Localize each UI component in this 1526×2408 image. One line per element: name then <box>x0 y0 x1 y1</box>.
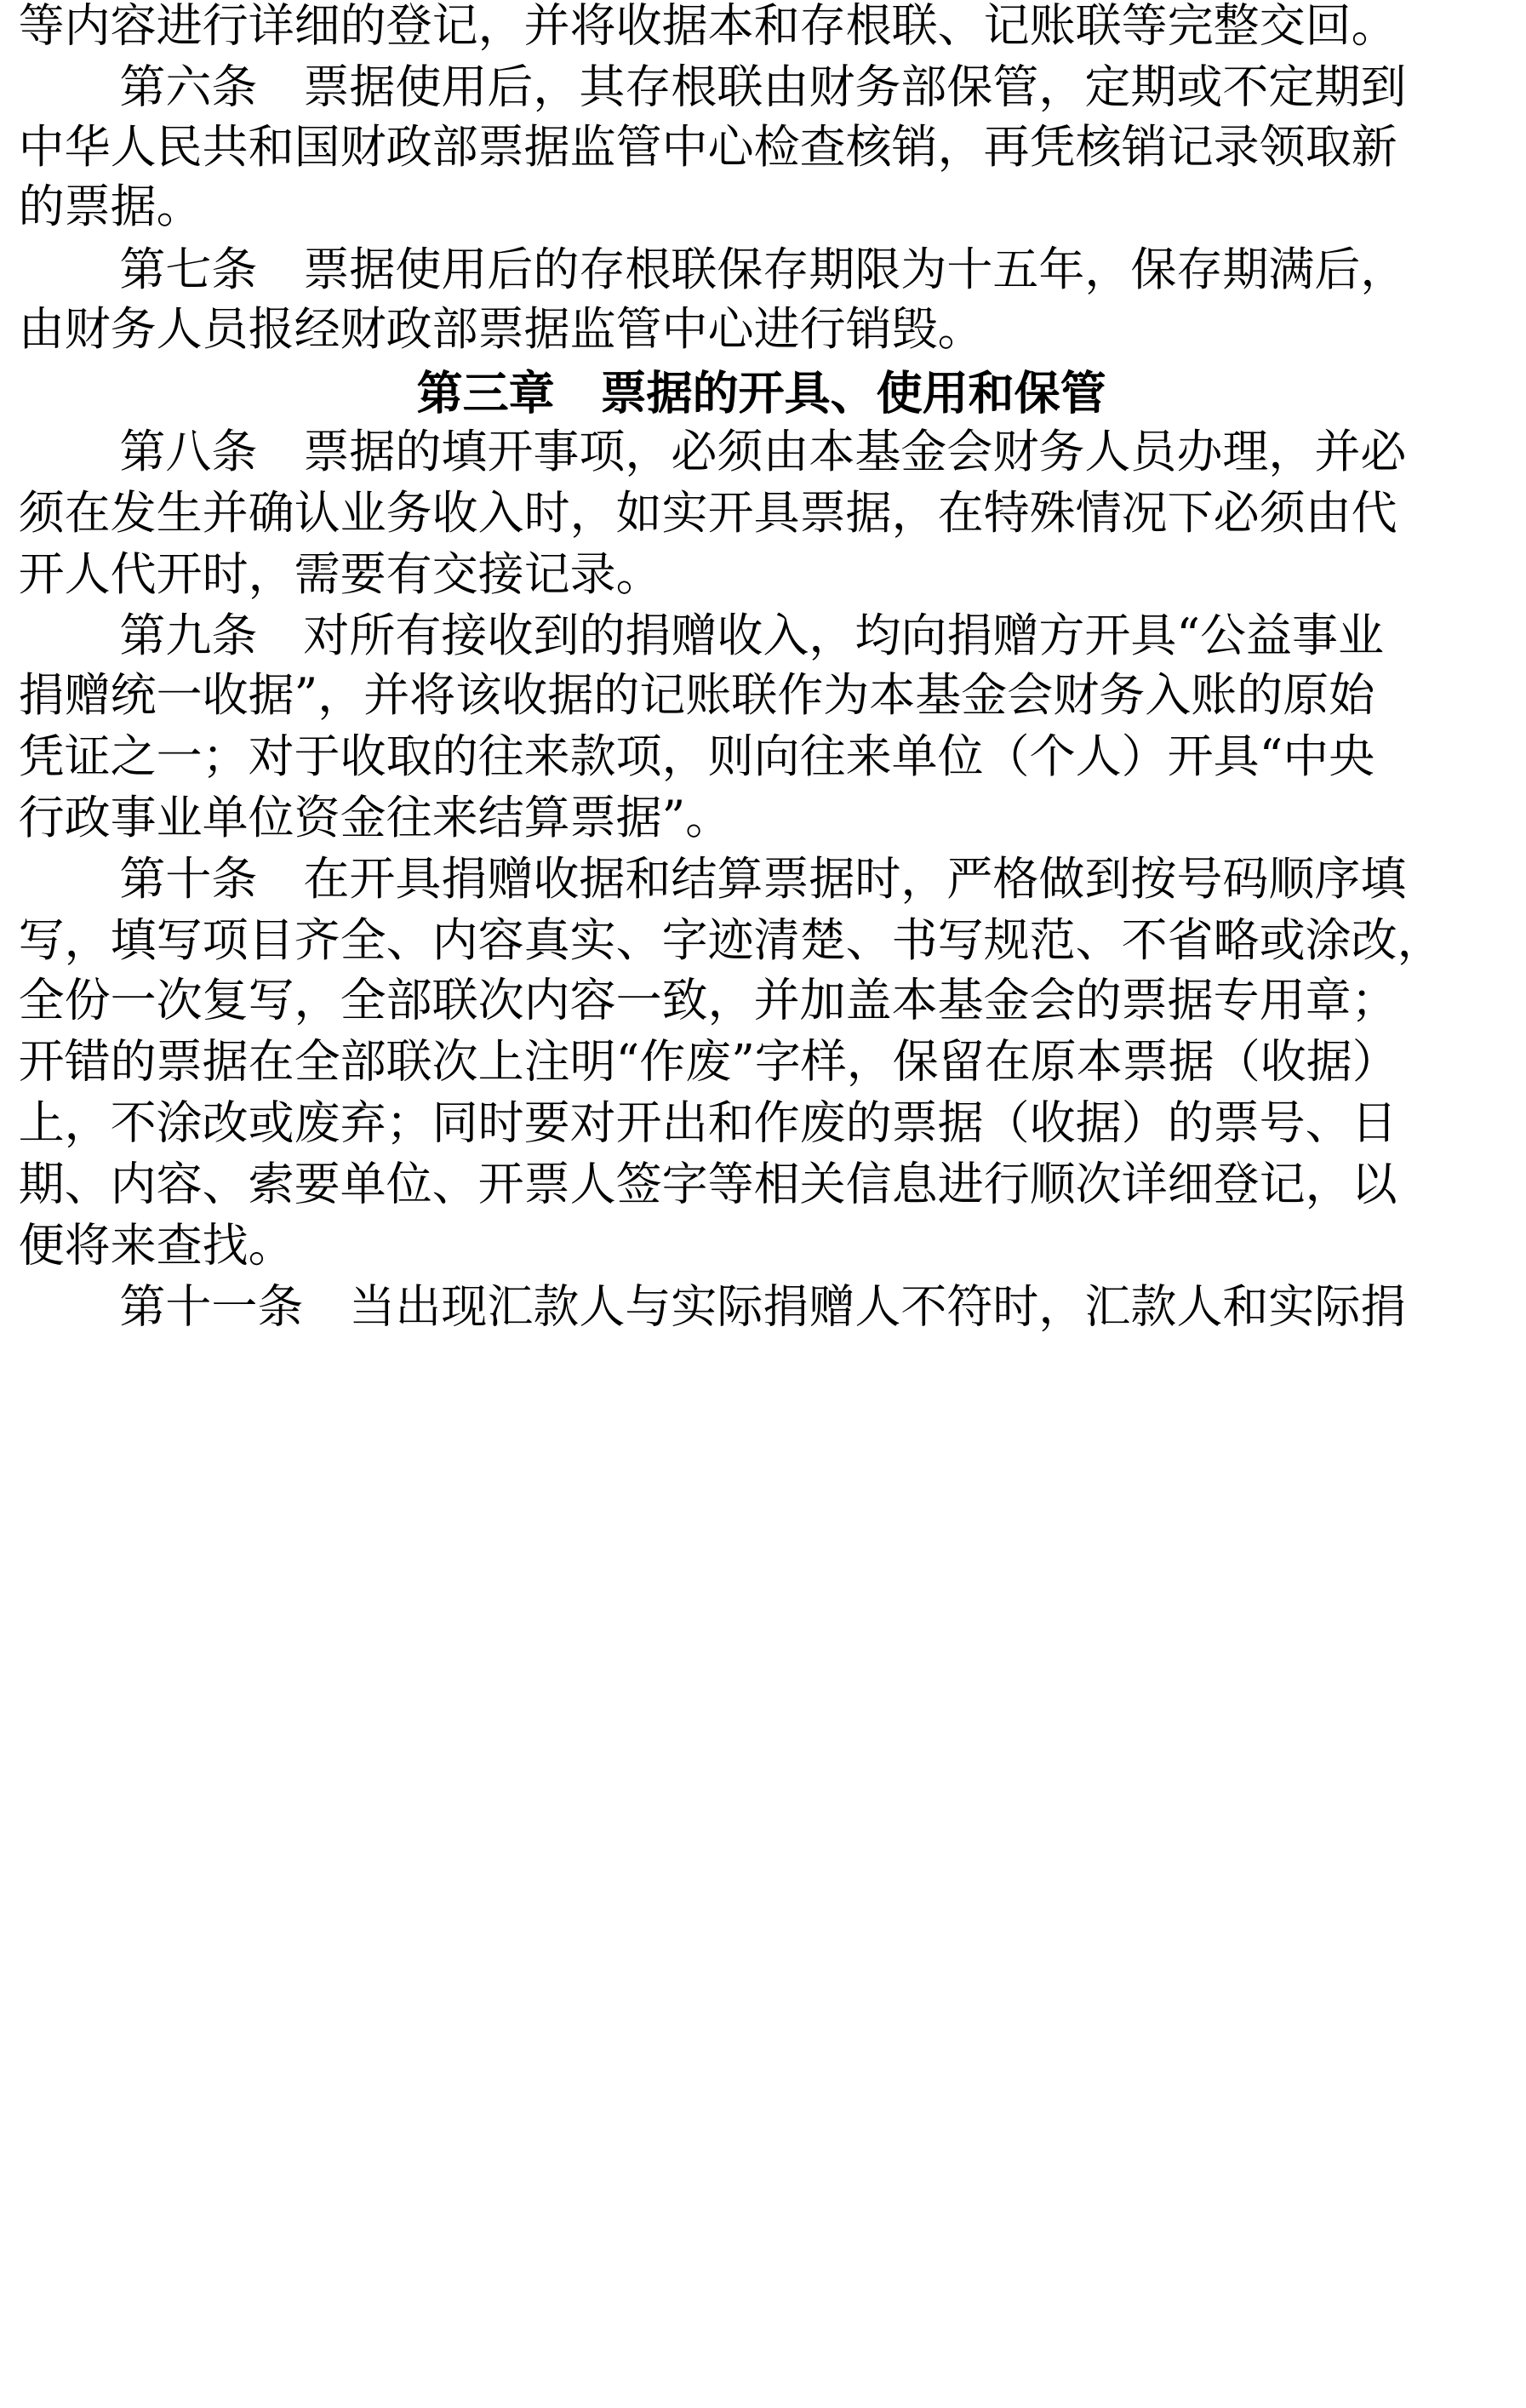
text-line: 行政事业单位资金往来结算票据”。 <box>18 792 732 847</box>
text-line: 便将来查找。 <box>18 1219 294 1273</box>
text-line: 开错的票据在全部联次上注明“作废”字样，保留在原本票据（收据） <box>18 1036 1398 1090</box>
text-line: 捐赠统一收据”，并将该收据的记账联作为本基金会财务入账的原始 <box>18 670 1375 724</box>
article-10-line-1: 第十条 在开具捐赠收据和结算票据时，严格做到按号码顺序填 <box>119 853 1407 907</box>
text-line: 期、内容、索要单位、开票人签字等相关信息进行顺次详细登记，以 <box>18 1158 1397 1212</box>
article-9-line-1: 第九条 对所有接收到的捐赠收入，均向捐赠方开具“公益事业 <box>119 609 1385 664</box>
chapter-heading: 第三章 票据的开具、使用和保管 <box>416 367 1106 421</box>
text-line: 全份一次复写，全部联次内容一致，并加盖本基金会的票据专用章； <box>18 975 1397 1029</box>
text-line: 须在发生并确认业务收入时，如实开具票据，在特殊情况下必须由代 <box>18 488 1397 542</box>
text-line: 上，不涂改或废弃；同时要对开出和作废的票据（收据）的票号、日 <box>18 1097 1397 1152</box>
text-line: 中华人民共和国财政部票据监管中心检查核销，再凭核销记录领取新 <box>18 121 1397 175</box>
article-6-line-1: 第六条 票据使用后，其存根联由财务部保管，定期或不定期到 <box>119 60 1407 115</box>
text-line: 开人代开时，需要有交接记录。 <box>18 548 662 603</box>
article-7-line-1: 第七条 票据使用后的存根联保存期限为十五年，保存期满后， <box>119 243 1407 298</box>
text-line: 的票据。 <box>18 181 203 236</box>
text-line: 写，填写项目齐全、内容真实、字迹清楚、书写规范、不省略或涂改， <box>18 914 1443 969</box>
article-11-line-1: 第十一条 当出现汇款人与实际捐赠人不符时，汇款人和实际捐 <box>119 1280 1407 1335</box>
text-line: 凭证之一；对于收取的往来款项，则向往来单位（个人）开具“中央 <box>18 731 1375 786</box>
article-8-line-1: 第八条 票据的填开事项，必须由本基金会财务人员办理，并必 <box>119 426 1407 481</box>
text-line: 由财务人员报经财政部票据监管中心进行销毁。 <box>18 304 984 358</box>
text-line: 等内容进行详细的登记，并将收据本和存根联、记账联等完整交回。 <box>18 0 1397 54</box>
